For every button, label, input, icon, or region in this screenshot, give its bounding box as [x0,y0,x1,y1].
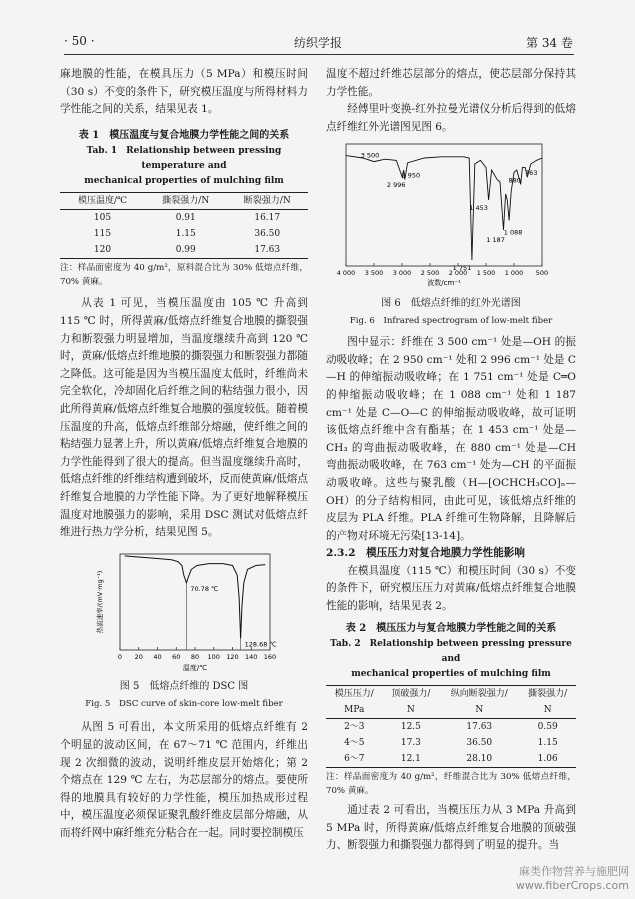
table2-unit: N [475,705,484,716]
dsc-annotation: 70.78 ℃ [190,584,219,593]
ir-peak-label: 763 [525,169,538,178]
table2-cell: 1.15 [537,738,558,749]
ir-x-tick-label: 1 500 [476,269,496,278]
ir-x-tick-label: 2 500 [420,269,440,278]
table1-grid [60,192,308,259]
fig5-caption-cn: 图 5 低熔点纤维的 DSC 图 [119,681,249,693]
table2-header: 模压压力/ [334,689,374,700]
table2-cell: 28.10 [466,754,493,765]
table1 [60,127,308,290]
paragraph-table2: 通过表 2 可看出，当模压压力从 3 MPa 升高到 5 MPa 时，所得黄麻/低熔点纤维复合地膜的顶破强力、断裂强力和撕裂强力都得到了明显的提升。当 [326,804,576,852]
ir-peak-label: 1 088 [503,228,523,237]
ir-series-line [346,156,542,260]
dsc-frame [120,554,270,650]
dsc-xlabel: 温度/℃ [182,663,208,672]
watermark [516,865,629,893]
dsc-x-tick-label: 100 [207,652,220,661]
ir-x-tick-label: 4 000 [336,269,356,278]
table2-cell: 0.59 [537,722,558,733]
table2-cell: 17.3 [400,738,421,749]
dsc-x-tick-label: 60 [172,652,181,661]
header-rule [64,54,574,55]
table2-cell: 12.5 [400,722,421,733]
ir-frame [346,144,542,266]
table2-cell: 17.63 [466,722,493,733]
dsc-x-tick-label: 140 [245,652,258,661]
dsc-annotation: 128.68 ℃ [244,640,277,649]
table1-cell: 0.91 [175,213,196,224]
table2-grid [326,685,576,768]
ir-peak-label: 1 187 [486,236,505,245]
volume-label: 第 34 卷 [526,36,573,50]
table2 [326,620,576,799]
ir-peak-label: 2 950 [401,171,421,180]
table-row [326,751,576,768]
dsc-series-line [125,556,266,639]
table2-caption-cn: 表 2 模压压力与复合地膜力学性能之间的关系 [345,622,557,634]
table2-cell: 6～7 [344,754,365,765]
intro-paragraph: 麻地膜的性能，在模具压力（5 MPa）和模压时间（30 s）不变的条件下，研究模压温度与所得材料力学性能之间的关系，结果见表 1。 [60,68,308,116]
dsc-x-tick-label: 0 [117,652,123,661]
ir-peak-label: 2 996 [386,181,406,190]
watermark-line2: www.fiberCrops.com [515,879,629,892]
paragraph-pressure: 在模具温度（115 ℃）和模压时间（30 s）不变的条件下，研究模压压力对黄麻/低熔点纤维复合地膜性能的影响，结果见表 2。 [326,564,576,613]
table1-cell: 120 [93,245,112,256]
journal-name: 纺织学报 [294,36,343,50]
table2-header: 撕裂强力/ [528,689,568,700]
table1-note: 注：样品面密度为 40 g/m²，原料混合比为 30% 低熔点纤维，70% 黄麻。 [60,263,308,288]
table1-cell: 0.99 [175,245,196,256]
left-column [60,66,308,843]
table1-caption-en-1: Tab. 1 Relationship between pressing temperature and [86,146,282,172]
table2-header: 纵向断裂强力/ [450,689,508,700]
table2-cell: 1.06 [537,754,558,765]
table2-header: 顶破强力/ [391,689,431,700]
table-row [60,242,308,259]
figure6 [326,138,576,330]
fig6-caption-cn: 图 6 低熔点纤维的红外光谱图 [381,297,521,309]
dsc-x-tick-label: 160 [263,652,277,661]
dsc-ylabel: 热流速率/(mV·mg⁻¹) [96,570,104,633]
paragraph-right-top: 温度不超过纤维芯层部分的熔点，使芯层部分保持其力学性能。 [326,68,576,98]
figure5 [60,548,308,714]
ir-peak-label: 3 500 [360,151,380,160]
table-row [326,719,576,736]
watermark-line1: 麻类作物营养与施肥网 [519,865,629,878]
paragraph-ir-analysis: 图中显示：纤维在 3 500 cm⁻¹ 处是—OH 的振动吸收峰；在 2 950 cm⁻¹ 处和 2 996 cm⁻¹ 处是 C—H 的伸缩振动吸收峰；在 1 751 cm⁻¹ 处是 C═O 的伸缩振动吸收峰；在 1 088 cm⁻¹ 处和 1 187 cm⁻¹ 处是 C—O—C 的伸缩振动吸收峰，故可证明该低熔点纤维中含有酯基；在 1 453 cm⁻¹ 处是—CH₃ 的弯曲振动吸收峰，在 880 cm⁻¹ 处是—CH 弯曲振动吸收峰，在 763 cm⁻¹ 处为—CH 的平面振动吸收峰。这些与聚乳酸（H—[OCHCH₃CO]ₙ—OH）的分子结构相同，由此可见，该低熔点纤维的皮层为 PLA 纤维。PLA 纤维可生物降解，且降解后的产物对环境无污染[13-14]。 [326,336,576,542]
table2-note: 注：样品面密度为 40 g/m²，纤维混合比为 30% 低熔点纤维，70% 黄麻。 [326,772,576,797]
table2-unit: N [406,705,415,716]
table-row [60,226,308,242]
table2-caption-en-2: mechanical properties of mulching film [351,669,551,680]
right-column [326,66,576,855]
section-heading-2-3-2: 2.3.2 模压压力对复合地膜力学性能影响 [326,547,525,560]
table1-cell: 1.15 [175,229,196,240]
ir-peak-label: 1 453 [469,204,488,213]
table1-caption-en-2: mechanical properties of mulching film [84,176,284,187]
page-number: · 50 · [64,34,95,48]
table2-caption-en-1: Tab. 2 Relationship between pressing pressure and [330,639,572,665]
fig5-caption-en: Fig. 5 DSC curve of skin-core low-melt fiber [85,698,283,709]
ir-peak-label: 1 751 [452,264,472,273]
table2-cell: 4～5 [344,738,365,749]
table2-unit: N [543,705,552,716]
dsc-chart [60,548,308,672]
ir-peak-label: 880 [508,176,521,185]
ir-chart [326,138,576,288]
ir-x-tick-label: 1 000 [504,269,524,278]
table1-header: 模压温度/℃ [77,196,128,207]
fig6-caption-en: Fig. 6 Infrared spectrogram of low-melt fiber [349,315,553,326]
table1-cell: 17.63 [254,245,281,256]
table2-cell: 2～3 [344,722,365,733]
dsc-x-tick-label: 40 [153,652,162,661]
paragraph-ftir: 经傅里叶变换-红外拉曼光谱仪分析后得到的低熔点纤维红外光谱图见图 6。 [326,103,576,133]
ir-x-tick-label: 3 000 [392,269,412,278]
dsc-x-tick-label: 120 [226,652,239,661]
ir-x-tick-label: 3 500 [364,269,384,278]
table1-cell: 105 [93,213,112,224]
dsc-x-tick-label: 20 [134,652,143,661]
table1-cell: 36.50 [254,229,281,240]
table-row [60,210,308,227]
table-row [326,735,576,751]
paragraph-dsc: 从图 5 可看出，本文所采用的低熔点纤维有 2 个明显的波动区间，在 67～71 ℃ 范围内，纤维出现 2 次细微的波动，说明纤维皮层开始熔化；第 2 个熔点在 129 ℃ 左右，为芯层部分的熔点。要使所得的地膜具有较好的力学性能，模压加热成形过程中，模压温度必须保证聚乳酸纤维皮层部分熔融，从而将纤网中麻纤维充分粘合在一起。同时要控制模压 [60,721,308,840]
ir-x-tick-label: 2 000 [448,269,468,278]
dsc-x-tick-label: 80 [190,652,200,661]
ir-xlabel: 波数/cm⁻¹ [427,279,461,288]
paragraph-temperature: 从表 1 可见，当模压温度由 105 ℃ 升高到 115 ℃ 时，所得黄麻/低熔点纤维复合地膜的撕裂强力和断裂强力明显增加，当温度继续升高到 120 ℃ 时，黄麻/低熔点纤维地膜的撕裂强力和断裂强力都随之降低。这可能是因为当模压温度太低时，纤维尚未完全软化，冷却固化后纤维之间的粘结强力很小，因此所得黄麻/低熔点纤维复合地膜的强度较低。随着模压温度的升高，低熔点纤维部分熔融，使纤维之间的粘结强力显著上升，所以黄麻/低熔点纤维复合地膜的力学性能得到了很大的提高。但当温度继续升高时，低熔点纤维的纤维结构遭到破坏，反而使黄麻/低熔点纤维复合地膜的力学性能下降。为了更好地解释模压温度对地膜强力的影响，采用 DSC 测试对低熔点纤维进行热力学分析，结果见图 5。 [60,297,308,539]
ir-x-tick-label: 500 [535,269,549,278]
table1-cell: 16.17 [254,213,281,224]
table1-cell: 115 [93,229,112,240]
table1-caption-cn: 表 1 模压温度与复合地膜力学性能之间的关系 [78,129,290,141]
table1-header: 撕裂强力/N [162,196,210,207]
table2-unit: MPa [344,705,365,716]
table2-cell: 12.1 [400,754,421,765]
table1-header: 断裂强力/N [243,196,291,207]
table2-cell: 36.50 [466,738,493,749]
